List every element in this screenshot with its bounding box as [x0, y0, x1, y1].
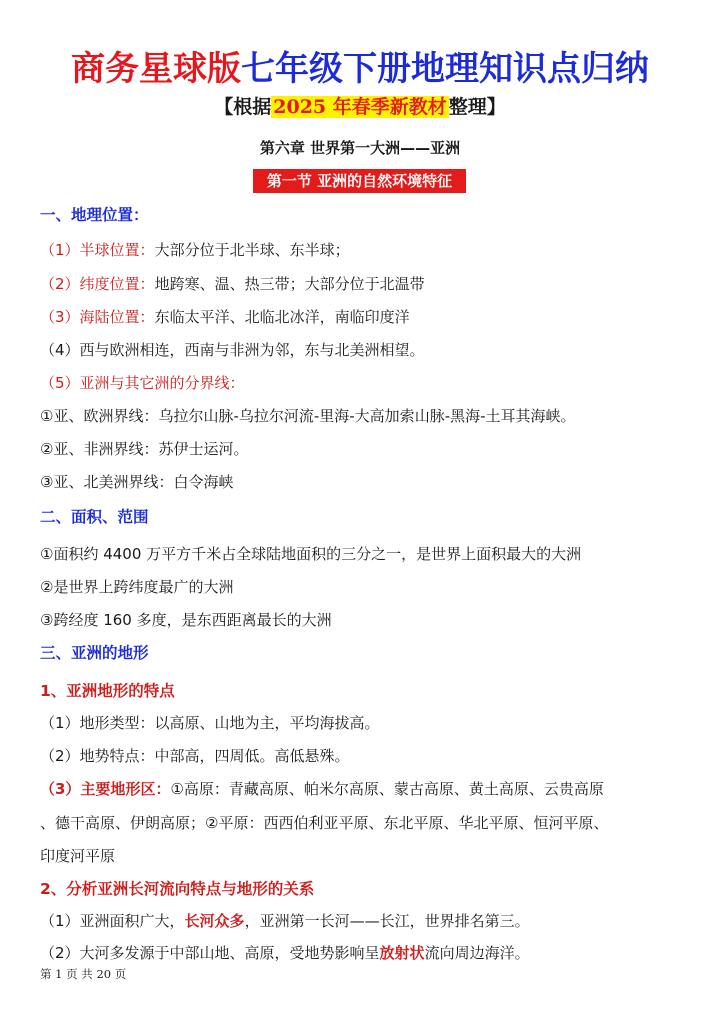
item-key: 半球位置：	[79, 241, 155, 259]
list-item	[40, 238, 700, 262]
subheading-river-terrain: 2、分析亚洲长河流向特点与地形的关系	[40, 880, 315, 898]
subtitle-close: 整理】	[448, 96, 506, 118]
item-key: 长河众多	[184, 912, 245, 930]
list-item	[40, 305, 700, 329]
item-text: ，亚洲第一长河——长江，世界排名第三。	[244, 912, 530, 930]
item-text: （1）亚洲面积广大，	[40, 912, 185, 930]
list-item	[40, 909, 700, 933]
item-key: （3）主要地形区：	[40, 780, 171, 798]
list-item: （5）亚洲与其它洲的分界线：	[40, 374, 245, 392]
list-item-continued: 印度河平原	[40, 847, 116, 865]
list-item: ①面积约 4400 万平方千米占全球陆地面积的三分之一，是世界上面积最大的大洲	[40, 545, 582, 563]
list-item: ③亚、北美洲界线：白令海峡	[40, 473, 234, 491]
list-item-continued: 、德干高原、伊朗高原；②平原：西西伯利亚平原、东北平原、华北平原、恒河平原、	[40, 814, 609, 832]
subheading-terrain-features: 1、亚洲地形的特点	[40, 682, 175, 700]
item-text: 地跨寒、温、热三带；大部分位于北温带	[154, 275, 425, 293]
title-part-red: 商务星球版	[71, 49, 241, 89]
list-item	[40, 941, 700, 965]
title-part-blue: 七年级下册地理知识点归纳	[241, 49, 649, 89]
list-item: ②是世界上跨纬度最广的大洲	[40, 578, 234, 596]
document-subtitle	[0, 92, 720, 122]
list-item: （1）地形类型：以高原、山地为主，平均海拔高。	[40, 714, 380, 732]
subtitle-highlight: 2025 年春季新教材	[273, 96, 447, 118]
item-text: 东临太平洋、北临北冰洋，南临印度洋	[154, 308, 410, 326]
list-item: （2）地势特点：中部高，四周低。高低悬殊。	[40, 747, 350, 765]
list-item: ①亚、欧洲界线：乌拉尔山脉-乌拉尔河流-里海-大高加索山脉-黑海-土耳其海峡。	[40, 407, 576, 425]
item-key: 放射状	[379, 944, 425, 962]
heading-area-range: 二、面积、范围	[40, 508, 149, 526]
section-heading: 第一节 亚洲的自然环境特征	[253, 169, 466, 193]
list-item: ②亚、非洲界线：苏伊士运河。	[40, 440, 249, 458]
heading-geo-location: 一、地理位置：	[40, 206, 149, 224]
list-item: ③跨经度 160 多度，是东西距离最长的大洲	[40, 611, 332, 629]
item-number: （2）	[40, 275, 80, 293]
item-number: （3）	[40, 308, 80, 326]
item-key: 纬度位置：	[79, 275, 155, 293]
list-item	[40, 777, 700, 801]
item-text: （2）大河多发源于中部山地、高原，受地势影响呈	[40, 944, 380, 962]
page-footer: 第 1 页 共 20 页	[40, 967, 127, 981]
item-text: 大部分位于北半球、东半球；	[154, 241, 350, 259]
list-item: （4）西与欧洲相连，西南与非洲为邻，东与北美洲相望。	[40, 341, 425, 359]
item-key: 海陆位置：	[79, 308, 155, 326]
item-text: ①高原：青藏高原、帕米尔高原、蒙古高原、黄土高原、云贵高原	[170, 780, 604, 798]
item-text: 流向周边海洋。	[424, 944, 530, 962]
item-number: （1）	[40, 241, 80, 259]
chapter-heading: 第六章 世界第一大洲——亚洲	[259, 139, 461, 157]
heading-terrain: 三、亚洲的地形	[40, 644, 149, 662]
document-title	[0, 44, 720, 94]
list-item	[40, 272, 700, 296]
subtitle-open: 【根据	[214, 96, 272, 118]
